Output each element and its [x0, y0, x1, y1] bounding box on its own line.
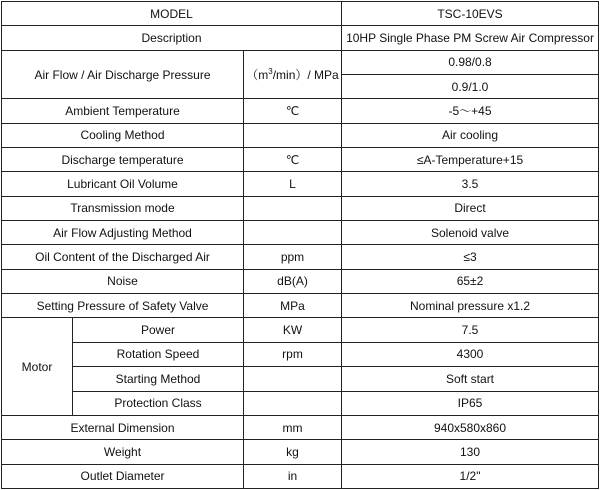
- spec-unit: [244, 221, 342, 245]
- spec-label: Discharge temperature: [2, 148, 244, 172]
- spec-unit: [244, 123, 342, 147]
- airflow-unit: [244, 50, 342, 99]
- spec-label: Noise: [2, 269, 244, 293]
- table-row: [2, 415, 599, 439]
- spec-label: Transmission mode: [2, 196, 244, 220]
- motor-spec-unit: [244, 391, 342, 415]
- spec-value: ≤3: [342, 245, 599, 269]
- airflow-label: Air Flow / Air Discharge Pressure: [2, 50, 244, 99]
- table-row-description: [2, 26, 599, 50]
- spec-unit: mm: [244, 415, 342, 439]
- table-row: [2, 221, 599, 245]
- table-row: [2, 172, 599, 196]
- spec-label: Setting Pressure of Safety Valve: [2, 294, 244, 318]
- motor-spec-value: 7.5: [342, 318, 599, 342]
- spec-unit: ℃: [244, 99, 342, 123]
- motor-spec-unit: KW: [244, 318, 342, 342]
- table-row: [2, 464, 599, 488]
- spec-table: [1, 1, 599, 489]
- spec-value: Nominal pressure x1.2: [342, 294, 599, 318]
- model-value: TSC-10EVS: [342, 2, 599, 26]
- spec-value: Solenoid valve: [342, 221, 599, 245]
- spec-value: 1/2": [342, 464, 599, 488]
- table-row: [2, 245, 599, 269]
- spec-unit: ℃: [244, 148, 342, 172]
- table-row: [2, 196, 599, 220]
- motor-spec-value: IP65: [342, 391, 599, 415]
- spec-label: Oil Content of the Discharged Air: [2, 245, 244, 269]
- spec-value: -5～+45: [342, 99, 599, 123]
- motor-spec-unit: rpm: [244, 342, 342, 366]
- spec-label: Weight: [2, 440, 244, 464]
- spec-label: Air Flow Adjusting Method: [2, 221, 244, 245]
- airflow-unit-pre: （m: [246, 67, 269, 82]
- motor-spec-label: Starting Method: [73, 367, 244, 391]
- airflow-unit-sup: 3: [268, 66, 273, 76]
- model-label: MODEL: [2, 2, 342, 26]
- table-row: [2, 148, 599, 172]
- table-row-motor: [2, 367, 599, 391]
- spec-value: Air cooling: [342, 123, 599, 147]
- motor-spec-label: Rotation Speed: [73, 342, 244, 366]
- spec-value: 130: [342, 440, 599, 464]
- table-row: [2, 440, 599, 464]
- motor-spec-label: Power: [73, 318, 244, 342]
- spec-value: ≤A-Temperature+15: [342, 148, 599, 172]
- spec-value: Direct: [342, 196, 599, 220]
- motor-spec-value: 4300: [342, 342, 599, 366]
- motor-spec-label: Protection Class: [73, 391, 244, 415]
- spec-unit: in: [244, 464, 342, 488]
- table-row: [2, 294, 599, 318]
- motor-label: Motor: [2, 318, 73, 415]
- description-value: 10HP Single Phase PM Screw Air Compressor: [342, 26, 599, 50]
- spec-unit: [244, 196, 342, 220]
- spec-value: 940x580x860: [342, 415, 599, 439]
- spec-unit: kg: [244, 440, 342, 464]
- spec-unit: MPa: [244, 294, 342, 318]
- table-row-model: [2, 2, 599, 26]
- table-row: [2, 99, 599, 123]
- table-row-motor: [2, 318, 599, 342]
- spec-unit: dB(A): [244, 269, 342, 293]
- airflow-unit-post: /min）/ MPa: [272, 67, 339, 82]
- spec-label: External Dimension: [2, 415, 244, 439]
- motor-spec-value: Soft start: [342, 367, 599, 391]
- spec-value: 65±2: [342, 269, 599, 293]
- spec-unit: L: [244, 172, 342, 196]
- airflow-value-2: 0.9/1.0: [342, 75, 599, 99]
- description-label: Description: [2, 26, 342, 50]
- table-row-airflow: [2, 50, 599, 74]
- table-row-motor: [2, 342, 599, 366]
- airflow-value-1: 0.98/0.8: [342, 50, 599, 74]
- table-row: [2, 123, 599, 147]
- table-row-motor: [2, 391, 599, 415]
- motor-spec-unit: [244, 367, 342, 391]
- table-row: [2, 269, 599, 293]
- spec-label: Lubricant Oil Volume: [2, 172, 244, 196]
- spec-label: Cooling Method: [2, 123, 244, 147]
- spec-unit: ppm: [244, 245, 342, 269]
- spec-label: Ambient Temperature: [2, 99, 244, 123]
- spec-value: 3.5: [342, 172, 599, 196]
- spec-label: Outlet Diameter: [2, 464, 244, 488]
